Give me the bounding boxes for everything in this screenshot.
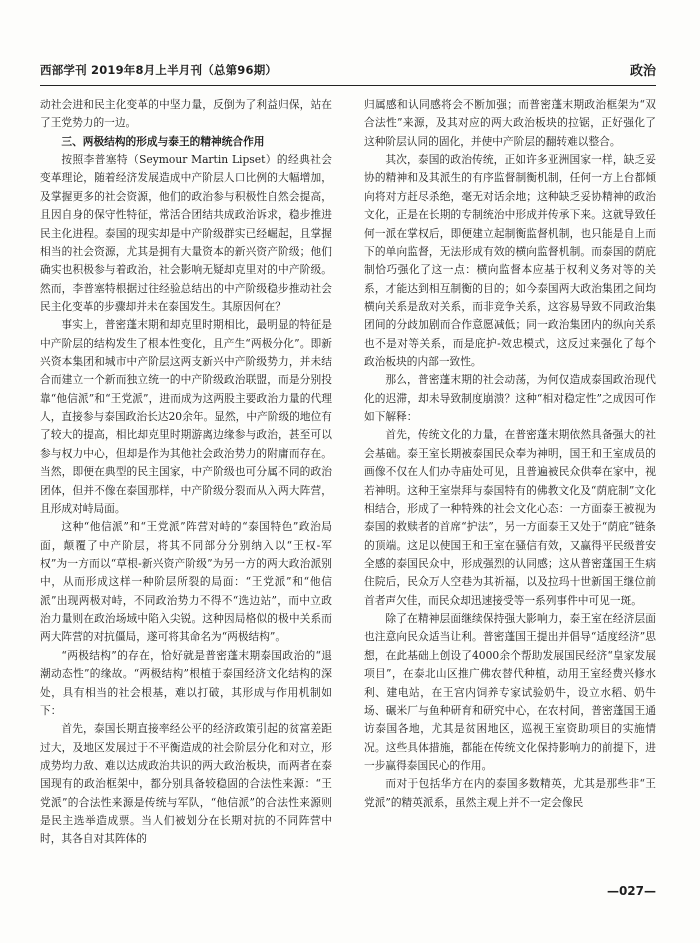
section-label: 政治: [629, 64, 656, 79]
paragraph: 事实上，普密蓬末期和却克里时期相比，最明显的特征是中产阶层的结构发生了根本性变化，且产生“两极分化”。即新兴资本集团和城市中产阶层这两支新兴中产阶级势力，并未结合而建立一个新而独立统一的中产阶级政治联盟，而是分别投靠“他信派”和“王党派”，进而成为这两股主要政治力量的代理人，直接参与泰国政治长达20余年。显然，中产阶级的地位有了较大的提高，相比却克里时期游离边缘参与政治，甚至可以参与权力中心，但却是作为其他社会政治势力的附庸而存在。当然，即便在典型的民主国家，中产阶级也可分属不同的政治团体，但并不像在泰国那样，中产阶级分裂而从入两大阵营，且形成对峙局面。: [40, 318, 332, 515]
paragraph: 这种“他信派”和“王党派”阵营对峙的“泰国特色”政治局面，颠覆了中产阶层，将其不同部分分别纳入以“王权-军权”为一方而以“草根-新兴资产阶级”为另一方的两大政治派别中，从而形成这样一种阶层所裂的局面：“王党派”和“他信派”出现两极对峙，不同政治势力不得不“选边站”，而中立政治力量则在政治场域中陷入尖锐。这种因局格似的极中关系而两大阵营的对抗僵局，遂可将其命名为“两极结构”。: [40, 520, 332, 644]
left-column: [40, 96, 332, 849]
paragraph: 那么，普密蓬末期的社会动荡，为何仅造成泰国政治现代化的迟滞，却未导致制度崩溃？这种“相对稳定性”之成因可作如下解释：: [364, 373, 656, 424]
page-number: —027—: [606, 884, 656, 898]
paragraph: 除了在精神层面继续保持强大影响力，泰王室在经济层面也注意向民众适当让利。普密蓬国王提出并倡导“适度经济”思想，在此基础上创设了4000余个帮助发展国民经济“皇家发展项目”，在泰北山区推广佛农替代种植，动用王室经费兴修水利、建电站，在王宫内饲养专家试验奶牛，设立水稻、奶牛场、碾米厂与鱼种研育和研究中心，在农村间，普密蓬国王通访泰国各地，尤其是贫困地区，巡视王室资助项目的实施情况。这些具体措施，都能在传统文化保持影响力的前提下，进一步赢得泰国民心的作用。: [364, 612, 656, 772]
running-header: [40, 60, 656, 82]
paragraph: 而对于包括华方在内的泰国多数精英，尤其是那些非“王党派”的精英派系，虽然主观上并不一定会像民: [364, 777, 656, 809]
paragraph: 动社会进和民主化变革的中坚力量，反倒为了利益归保，站在了王党势力的一边。: [40, 98, 332, 130]
paragraph: 归属感和认同感将会不断加强；而普密蓬末期政治框架为“双合法性”来源，及其对应的两大政治板块的拉锯，正好强化了这种阶层认同的固化，并使中产阶层的翻转难以整合。: [364, 98, 656, 148]
right-column: [364, 96, 656, 812]
paragraph: 按照李普塞特（Seymour Martin Lipset）的经典社会变革理论，随着经济发展造成中产阶层人口比例的大幅增加，及掌握更多的社会资源，他们的政治参与积极性自然会提高，且因自身的保守性特征，常活合团结共成政治诉求，稳步推进民主化进程。泰国的现实却是中产阶级群实已经崛起，且掌握相当的社会资源，尤其是拥有大量资本的新兴资产阶级；他们确实也积极参与着政治，社会影响无疑却克里对的中产阶级。然而，李普塞特根据过往经验总结出的中产阶级稳步推动社会民主化变革的步骤却并未在泰国发生。其原因何在？: [40, 153, 332, 313]
paragraph: 其次，泰国的政治传统，正如许多亚洲国家一样，缺乏妥协的精神和及其派生的有序监督制衡机制，任何一方上台都倾向将对方赶尽杀绝，毫无对话余地；这种缺乏妥协精神的政治文化，正是在长期的专制统治中形成并传承下来。这就导致任何一派在掌权后，即便建立起制衡监督机制，也只能是自上而下的单向监督，无法形成有效的横向监督机制。而泰国的荫庇制恰巧强化了这一点：横向监督本应基于权利义务对等的关系，才能达到相互制衡的目的；如今泰国两大政治集团之间均横向关系是敌对关系，而非竞争关系，这容易导致不同政治集团间的分歧加剧而合作意愿减低；同一政治集团内的纵向关系也不是对等关系，而是庇护-效忠模式，这反过来强化了每个政治板块的内部一致性。: [364, 153, 656, 369]
paragraph: 首先，泰国长期直接率经公平的经济政策引起的贫富差距过大，及地区发展过于不平衡造成的社会阶层分化和对立，形成势均力敌、难以达成政治共识的两大政治板块，而两者在泰国现有的政治框架中，都分别具备较稳固的合法性来源：“王党派”的合法性来源是传统与军队，“他信派”的合法性来源则是民主选举造成票。当人们被划分在长期对抗的不同阵营中时，其各自对其阵体的: [40, 722, 332, 846]
header-rule: [40, 85, 656, 86]
section-heading: 三、两极结构的形成与泰王的精神统合作用: [61, 134, 265, 148]
paragraph: “两极结构”的存在，恰好就是普密蓬末期泰国政治的“退潮动态性”的缘故。“两极结构”根植于泰国经济文化结构的深处，具有相当的社会根基，难以打破，其形成与作用机制如下：: [40, 648, 332, 717]
paragraph: 首先，传统文化的力量，在普密蓬末期依然具备强大的社会基础。泰王室长期被泰国民众奉为神明，国王和王室成员的画像不仅在人们办寺庙处可见，且普遍被民众供奉在家中，视若神明。这种王室崇拜与泰国特有的佛教文化及“荫庇制”文化相结合，形成了一种特殊的社会文化心态：一方面泰王被视为泰国的救赎者的首席“护法”，另一方面泰王又处于“荫庇”链条的顶端。这足以使国王和王室在骚信有效，又赢得平民级普安全感的泰国民众中，形成强烈的认同感；这从普密蓬国王生病住院后，民众万人空巷为其祈福，以及拉玛十世新国王继位前首者声欠佳，而民众却迅速接受等一系列事件中可见一斑。: [364, 428, 656, 607]
journal-title: 西部学刊 2019年8月上半月刊（总第96期）: [40, 63, 278, 77]
